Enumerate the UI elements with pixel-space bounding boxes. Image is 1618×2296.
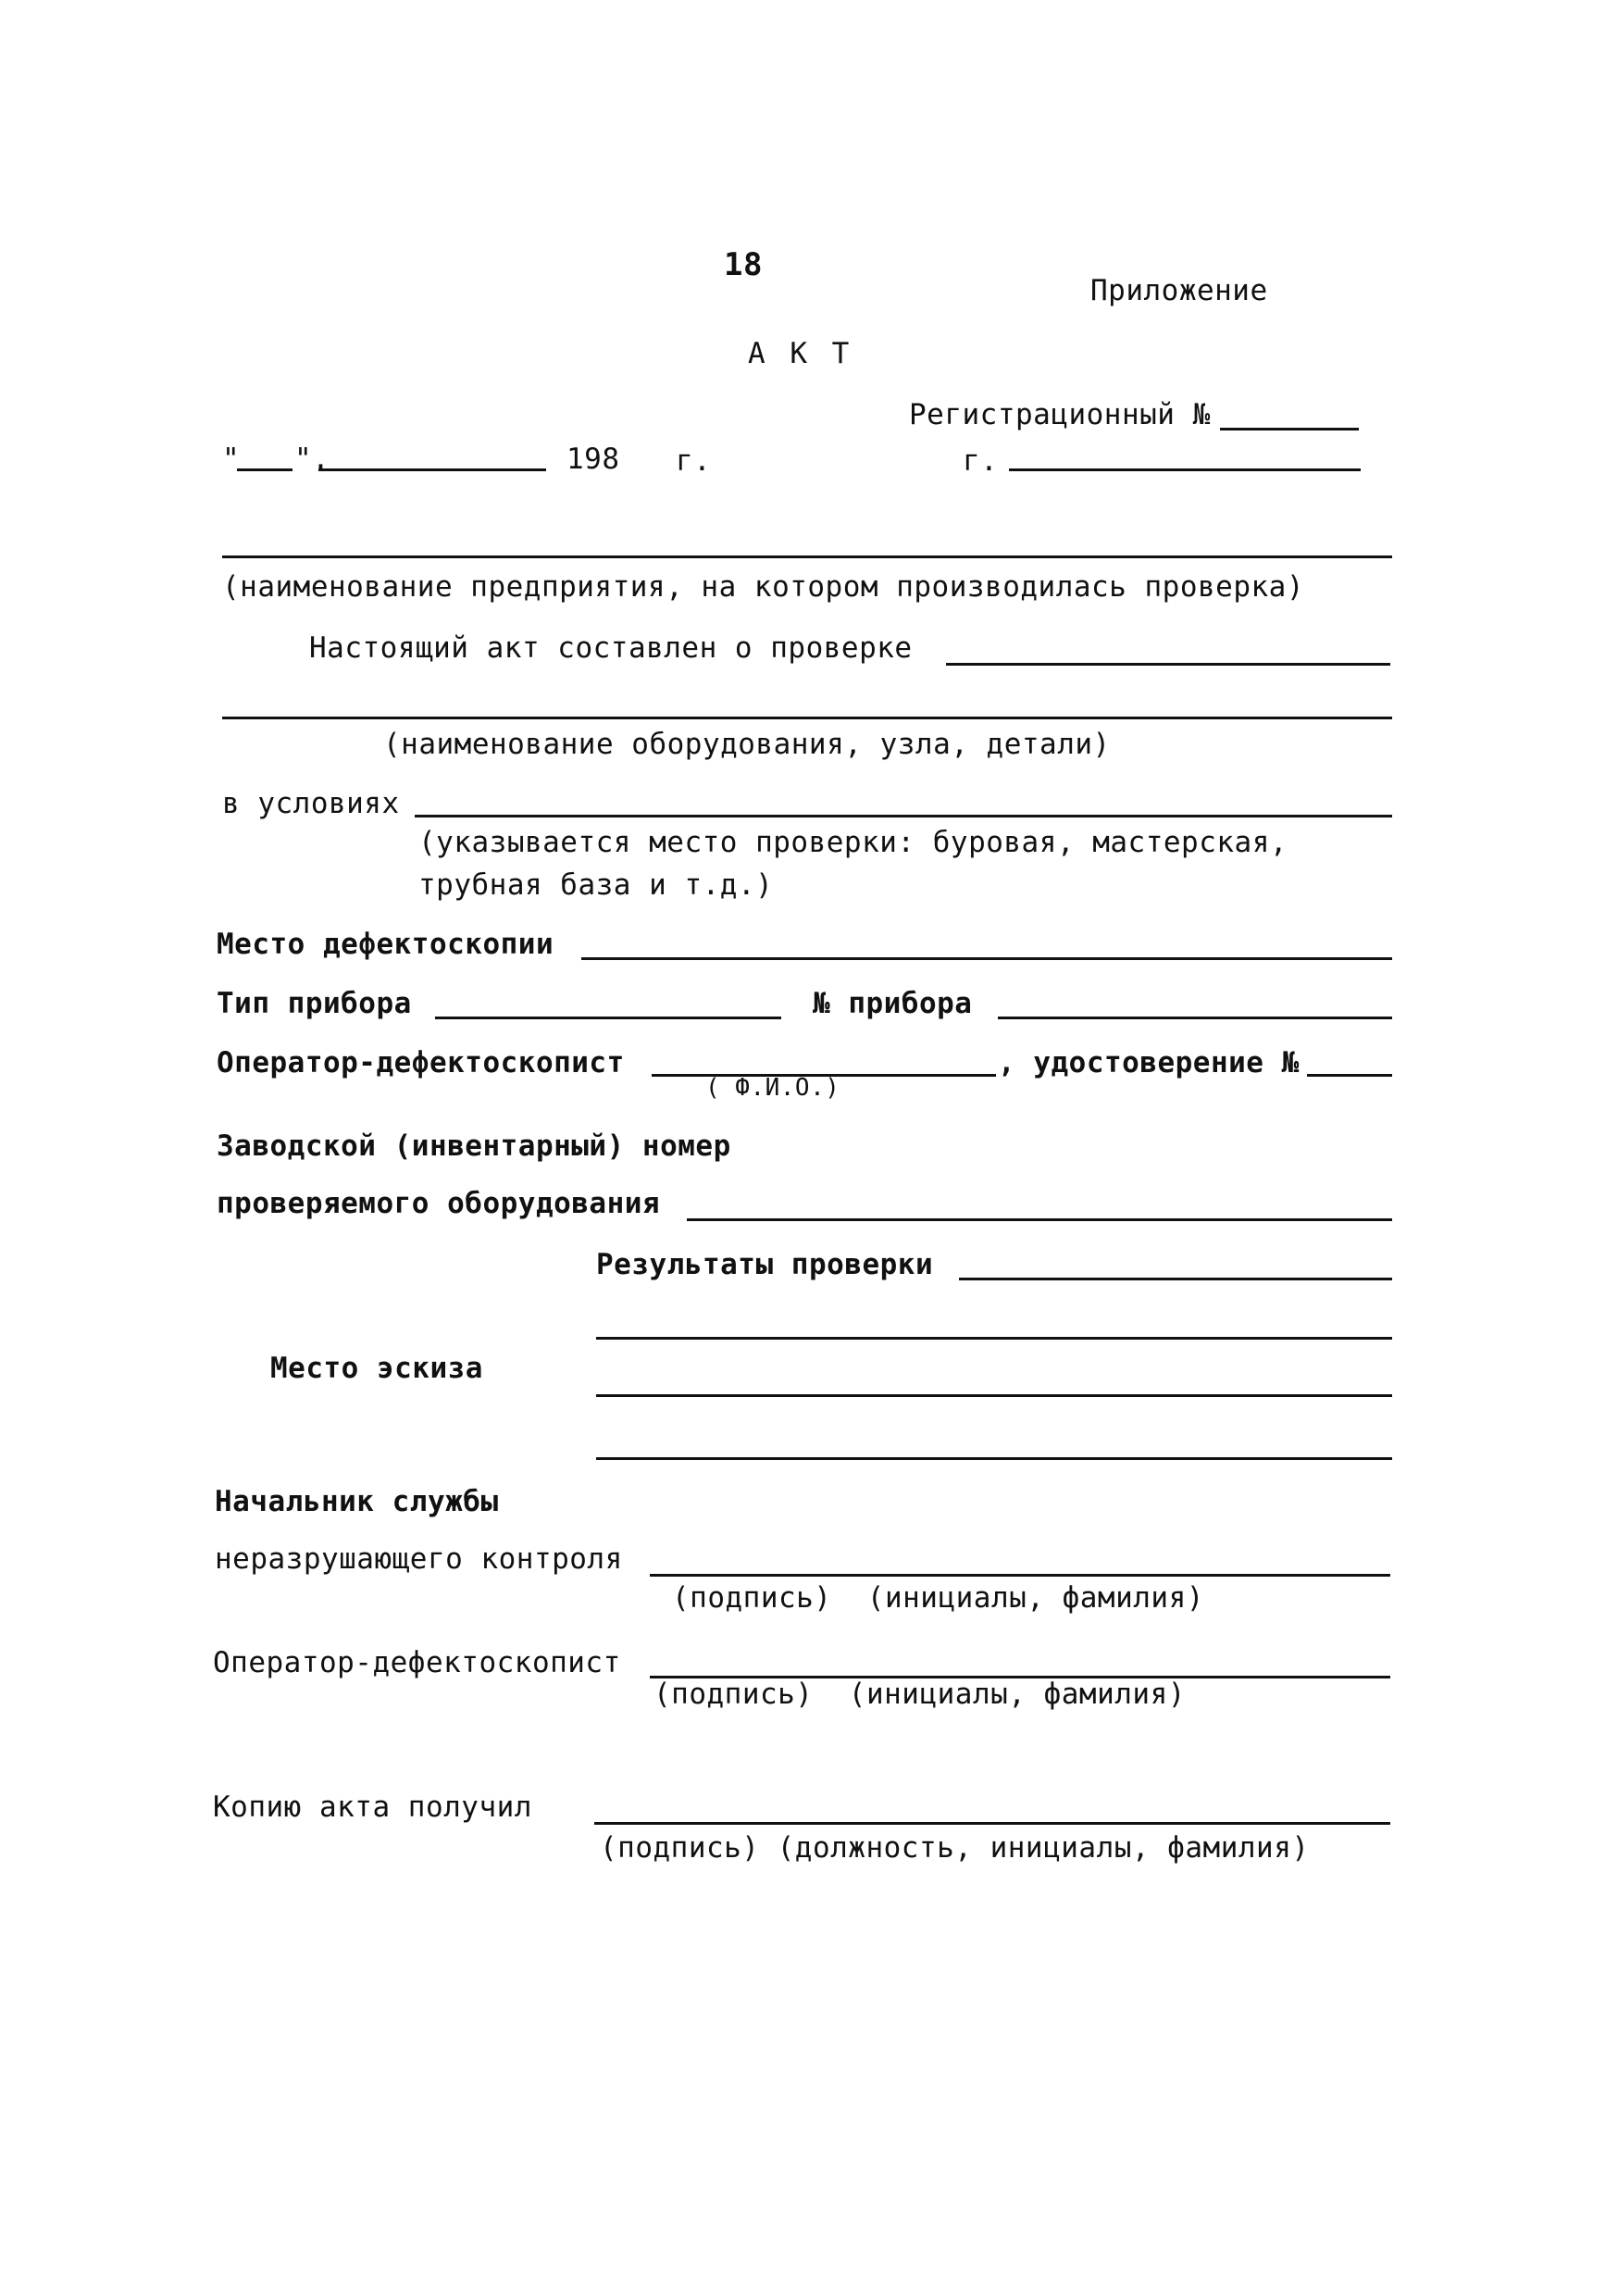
act-intro-label: Настоящий акт составлен о проверке — [309, 631, 913, 665]
chief-signature-field[interactable] — [650, 1574, 1390, 1577]
appendix-label: Приложение — [1090, 274, 1268, 307]
device-number-label: № прибора — [813, 987, 973, 1020]
city-prefix: г. — [963, 444, 999, 478]
results-field-2[interactable] — [596, 1337, 1392, 1340]
conditions-label: в условиях — [222, 787, 400, 820]
enterprise-caption: (наименование предприятия, на котором производилась проверка) — [222, 570, 1304, 604]
results-field-3[interactable] — [596, 1394, 1392, 1397]
date-month-field[interactable] — [318, 468, 546, 471]
registration-label: Регистрационный № — [909, 398, 1211, 431]
serial-number-label-line1: Заводской (инвентарный) номер — [217, 1129, 731, 1163]
chief-label-line1: Начальник службы — [215, 1485, 499, 1518]
chief-signature-caption: (подпись) (инициалы, фамилия) — [672, 1581, 1204, 1615]
conditions-caption-line2: трубная база и т.д.) — [418, 868, 774, 902]
operator-sign-label: Оператор-дефектоскопист — [213, 1646, 621, 1679]
equipment-field[interactable] — [222, 717, 1392, 719]
inspection-subject-field[interactable] — [946, 663, 1390, 666]
device-type-field[interactable] — [435, 1017, 781, 1019]
equipment-caption: (наименование оборудования, узла, детали) — [383, 728, 1111, 761]
registration-number-field[interactable] — [1220, 428, 1359, 430]
operator-certificate-label: , удостоверение № — [998, 1046, 1300, 1079]
device-type-label: Тип прибора — [217, 987, 412, 1020]
document-title: А К Т — [748, 337, 853, 370]
date-quote-close: ". — [294, 443, 330, 476]
enterprise-field[interactable] — [222, 555, 1392, 558]
operator-label: Оператор-дефектоскопист — [217, 1046, 625, 1079]
conditions-field[interactable] — [415, 815, 1392, 817]
date-year-suffix: г. — [676, 444, 712, 478]
operator-signature-caption: (подпись) (инициалы, фамилия) — [653, 1678, 1186, 1711]
date-year: 198 — [566, 443, 620, 476]
operator-name-caption: ( Ф.И.О.) — [705, 1074, 840, 1102]
date-day-field[interactable] — [237, 468, 292, 471]
date-quote-open: " — [222, 443, 241, 476]
defect-location-label: Место дефектоскопии — [217, 928, 554, 961]
sketch-label: Место эскиза — [270, 1352, 483, 1385]
operator-certificate-field[interactable] — [1307, 1074, 1392, 1077]
device-number-field[interactable] — [998, 1017, 1392, 1019]
conditions-caption-line1: (указывается место проверки: буровая, мастерская, — [418, 826, 1288, 859]
copy-received-field[interactable] — [594, 1822, 1390, 1825]
copy-received-label: Копию акта получил — [213, 1791, 532, 1824]
results-label: Результаты проверки — [596, 1248, 934, 1281]
serial-number-label-line2: проверяемого оборудования — [217, 1187, 661, 1220]
defect-location-field[interactable] — [581, 957, 1392, 960]
results-field-1[interactable] — [959, 1278, 1392, 1280]
city-field[interactable] — [1009, 468, 1361, 471]
copy-received-caption: (подпись) (должность, инициалы, фамилия) — [600, 1831, 1310, 1865]
chief-label-line2: неразрушающего контроля — [215, 1542, 623, 1576]
serial-number-field[interactable] — [687, 1218, 1392, 1221]
results-field-4[interactable] — [596, 1457, 1392, 1460]
page-number: 18 — [724, 246, 763, 283]
